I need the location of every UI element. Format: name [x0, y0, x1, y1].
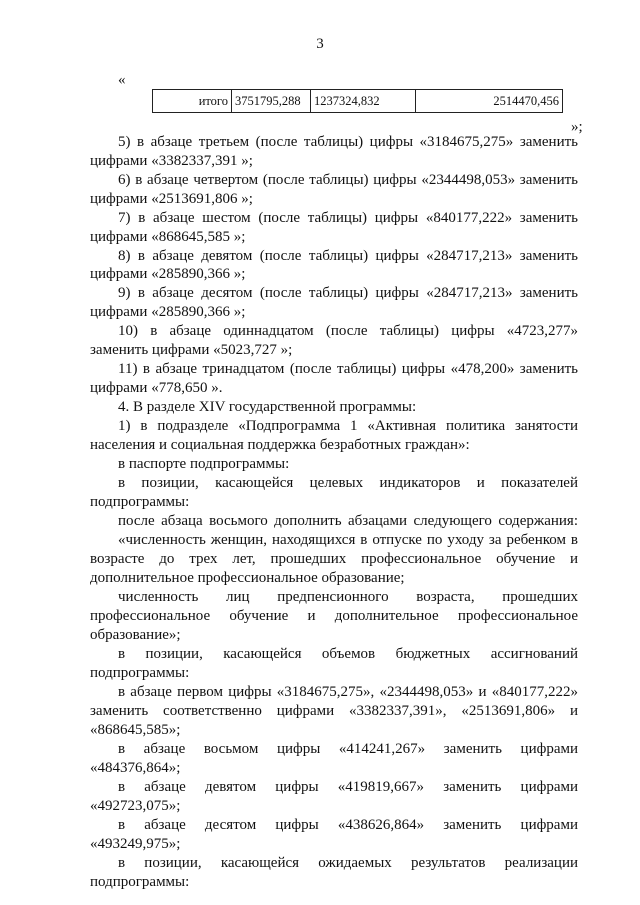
text-line: цифрами «2513691,806 »; — [90, 191, 253, 207]
text-line: «493249,975»; — [90, 836, 181, 852]
text-line: населения и социальная поддержка безработных граждан»: — [90, 437, 470, 453]
text-line: образование»; — [90, 627, 181, 643]
text-line: возрасте до трех лет, прошедших профессиональное обучение и — [90, 551, 578, 567]
text-line: подпрограммы: — [90, 665, 190, 681]
table-cell-value-3: 2514470,456 — [416, 90, 563, 113]
text-line: цифрами «3382337,391 »; — [90, 153, 253, 169]
text-line: 5) в абзаце третьем (после таблицы) цифры «3184675,275» заменить — [118, 134, 578, 150]
table-row — [153, 90, 563, 113]
text-line: 7) в абзаце шестом (после таблицы) цифры «840177,222» заменить — [118, 210, 578, 226]
text-line: цифрами «285890,366 »; — [90, 304, 246, 320]
text-line: «868645,585»; — [90, 722, 181, 738]
section-heading: 4. В разделе XIV государственной программы: — [118, 399, 417, 415]
text-line: в абзаце десятом цифры «438626,864» заменить цифрами — [118, 817, 578, 833]
text-line: «численность женщин, находящихся в отпуске по уходу за ребенком в — [118, 532, 578, 548]
text-line: в позиции, касающейся объемов бюджетных ассигнований — [118, 646, 578, 662]
text-line: 10) в абзаце одиннадцатом (после таблицы) цифры «4723,277» — [118, 323, 578, 339]
text-line: в позиции, касающейся целевых индикаторов и показателей — [118, 475, 578, 491]
table-cell-value-2: 1237324,832 — [311, 90, 416, 113]
text-line: подпрограммы: — [90, 494, 190, 510]
table-cell-label: итого — [153, 90, 232, 113]
text-line: 9) в абзаце десятом (после таблицы) цифры «284717,213» заменить — [118, 285, 578, 301]
text-line: заменить соответственно цифрами «3382337,391», «2513691,806» и — [90, 703, 578, 719]
text-line: «492723,075»; — [90, 798, 181, 814]
text-line: в паспорте подпрограммы: — [118, 456, 290, 472]
text-line: численность лиц предпенсионного возраста, прошедших — [118, 589, 578, 605]
page-number: 3 — [316, 36, 324, 52]
text-line: 1) в подразделе «Подпрограмма 1 «Активная политика занятости — [118, 418, 578, 434]
text-line: в абзаце восьмом цифры «414241,267» заменить цифрами — [118, 741, 578, 757]
quote-close: »; — [571, 119, 583, 135]
text-line: 8) в абзаце девятом (после таблицы) цифры «284717,213» заменить — [118, 248, 578, 264]
text-line: цифрами «285890,366 »; — [90, 266, 246, 282]
text-line: профессиональное обучение и дополнительное профессиональное — [90, 608, 578, 624]
text-line: в позиции, касающейся ожидаемых результатов реализации — [118, 855, 578, 871]
text-line: после абзаца восьмого дополнить абзацами следующего содержания: — [118, 513, 578, 529]
text-line: цифрами «868645,585 »; — [90, 229, 246, 245]
quote-open: « — [118, 72, 126, 88]
text-line: заменить цифрами «5023,727 »; — [90, 342, 293, 358]
text-line: 6) в абзаце четвертом (после таблицы) цифры «2344498,053» заменить — [118, 172, 578, 188]
text-line: подпрограммы: — [90, 874, 190, 890]
text-line: «484376,864»; — [90, 760, 181, 776]
text-line: цифрами «778,650 ». — [90, 380, 223, 396]
totals-table — [152, 89, 563, 113]
table-cell-value-1: 3751795,288 — [232, 90, 311, 113]
text-line: дополнительное профессиональное образование; — [90, 570, 405, 586]
text-line: в абзаце первом цифры «3184675,275», «2344498,053» и «840177,222» — [118, 684, 578, 700]
text-line: в абзаце девятом цифры «419819,667» заменить цифрами — [118, 779, 578, 795]
text-line: 11) в абзаце тринадцатом (после таблицы) цифры «478,200» заменить — [118, 361, 578, 377]
